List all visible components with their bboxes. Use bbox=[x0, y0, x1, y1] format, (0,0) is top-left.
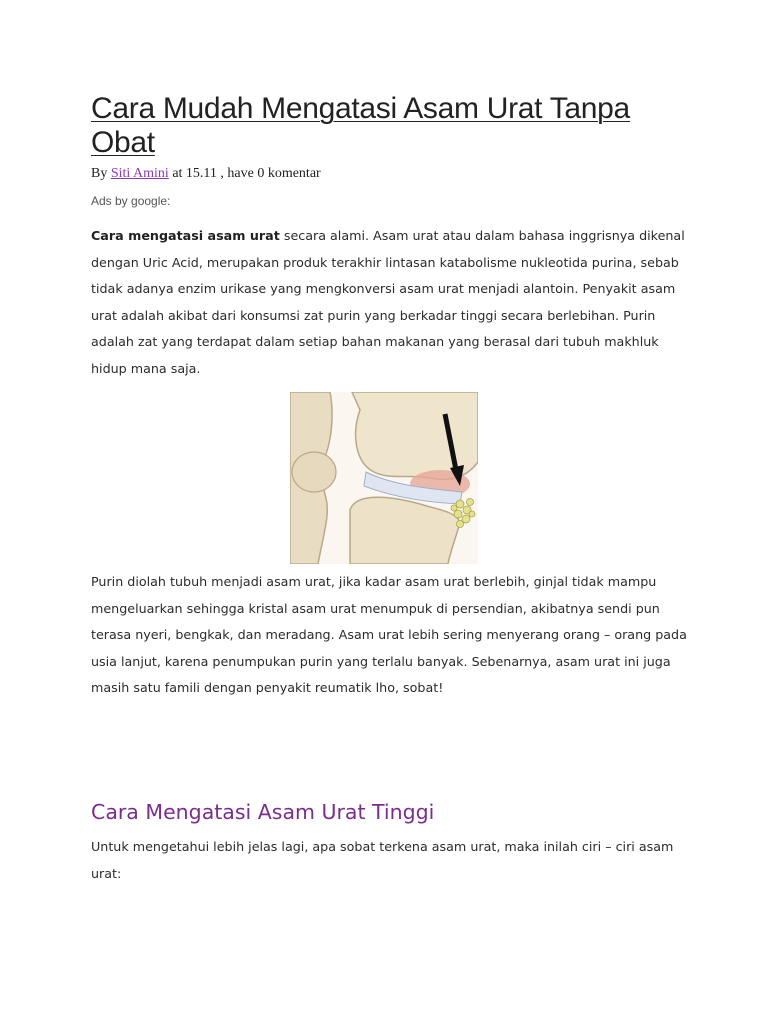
knee-joint-drawing bbox=[290, 392, 478, 564]
paragraph-3: Untuk mengetahui lebih jelas lagi, apa sobat terkena asam urat, maka inilah ciri – ciri asam urat: bbox=[91, 839, 674, 881]
intro-paragraph bbox=[91, 223, 691, 382]
author-link[interactable]: Siti Amini bbox=[110, 166, 169, 181]
intro-text: secara alami. Asam urat atau dalam bahasa inggrisnya dikenal dengan Uric Acid, merupakan produk terakhir lintasan katabolisme nukleotida purina, sebab tidak adanya enzim urikase yang mengkonversi asam urat menjadi alantoin. Penyakit asam urat adalah akibat dari konsumsi zat purin yang berkadar tinggi secara berlebihan. Purin adalah zat yang terdapat dalam setiap bahan makanan yang berasal dari tubuh makhluk hidup mana saja. bbox=[91, 228, 685, 376]
byline-suffix: at 15.11 , have 0 komentar bbox=[168, 166, 321, 181]
post-title[interactable]: Cara Mudah Mengatasi Asam Urat Tanpa Obat bbox=[91, 92, 630, 159]
section-heading: Cara Mengatasi Asam Urat Tinggi bbox=[91, 800, 435, 824]
post-byline bbox=[91, 166, 321, 182]
ads-label: Ads by google: bbox=[91, 194, 171, 208]
byline-prefix: By bbox=[91, 166, 111, 181]
intro-bold-lead: Cara mengatasi asam urat bbox=[91, 228, 280, 243]
paragraph-2: Purin diolah tubuh menjadi asam urat, jika kadar asam urat berlebih, ginjal tidak mampu mengeluarkan sehingga kristal asam urat menumpuk di persendian, akibatnya sendi pun terasa nyeri, bengkak, dan meradang. Asam urat lebih sering menyerang orang – orang pada usia lanjut, karena penumpukan purin yang terlalu banyak. Sebenarnya, asam urat ini juga masih satu famili dengan penyakit reumatik lho, sobat! bbox=[91, 574, 687, 695]
knee-joint-illustration bbox=[290, 392, 478, 564]
